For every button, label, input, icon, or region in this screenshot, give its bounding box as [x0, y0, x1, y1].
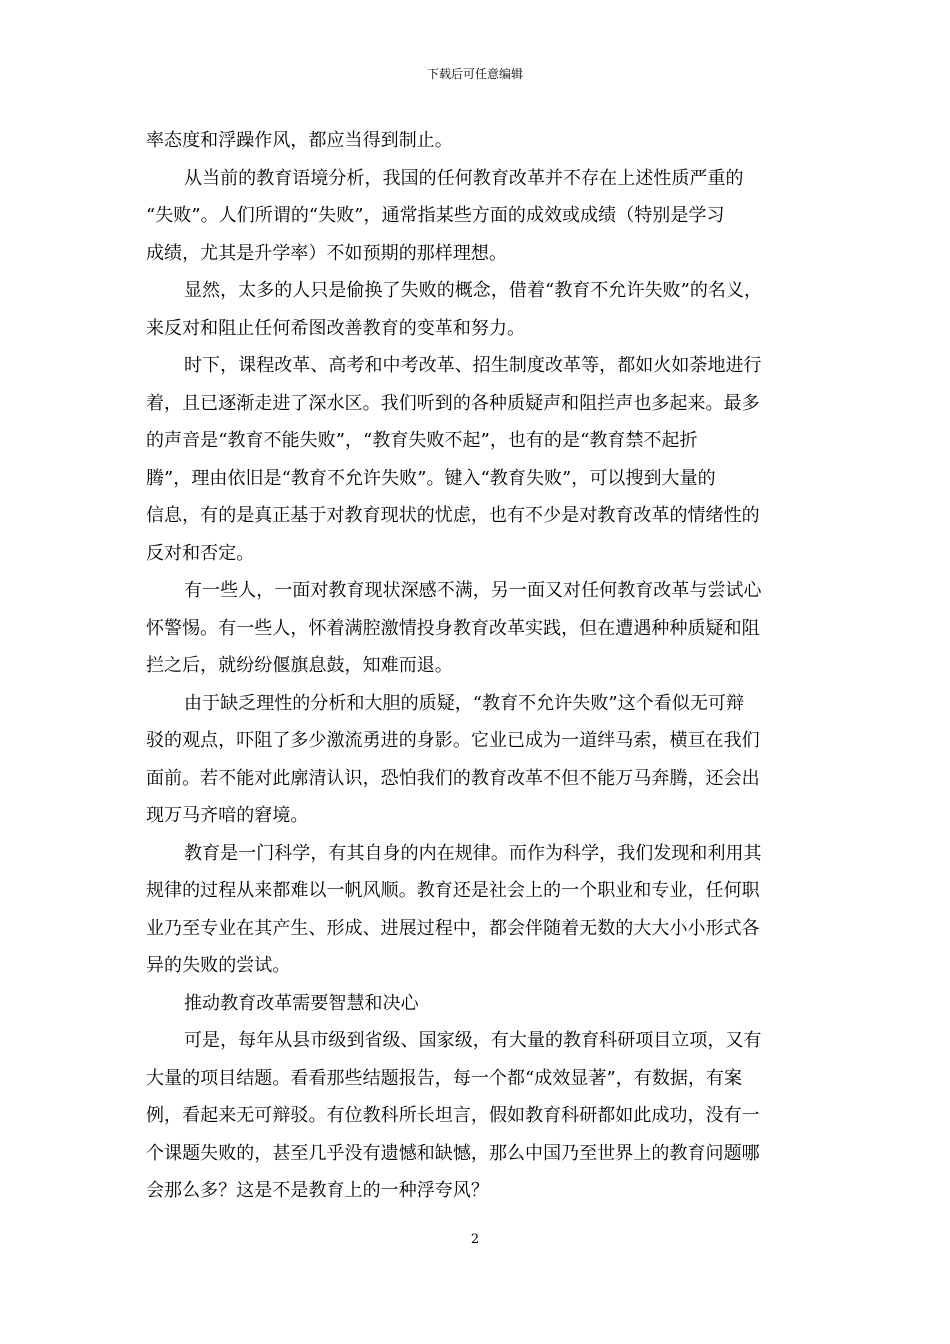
text-line: 教育是一门科学，有其自身的内在规律。而作为科学，我们发现和利用其: [184, 842, 762, 864]
text-line: 腾”，理由依旧是“教育不允许失败”。键入“教育失败”，可以搜到大量的: [146, 467, 716, 489]
text-line: 异的失败的尝试。: [146, 955, 291, 976]
section-heading: 推动教育改革需要智慧和决心: [184, 992, 419, 1014]
text-line: 拦之后，就纷纷偃旗息鼓，知难而退。: [146, 655, 453, 676]
text-line: 由于缺乏理性的分析和大胆的质疑，“教育不允许失败”这个看似无可辩: [184, 692, 745, 714]
text-line: 着，且已逐渐走进了深水区。我们听到的各种质疑声和阻拦声也多起来。最多: [146, 392, 760, 414]
text-line: 业乃至专业在其产生、形成、进展过程中，都会伴随着无数的大大小小形式各: [146, 917, 760, 939]
text-line: 会那么多？这是不是教育上的一种浮夸风？: [146, 1180, 489, 1201]
text-line: 显然，太多的人只是偷换了失败的概念，借着“教育不允许失败”的名义，: [184, 280, 763, 301]
text-line: 怀警惕。有一些人，怀着满腔激情投身教育改革实践，但在遭遇种种质疑和阻: [146, 617, 760, 639]
text-line: 可是，每年从县市级到省级、国家级，有大量的教育科研项目立项，又有: [184, 1030, 762, 1051]
text-line: 率态度和浮躁作风，都应当得到制止。: [146, 130, 453, 151]
text-line: 大量的项目结题。看看那些结题报告，每一个都“成效显著”，有数据，有案: [146, 1067, 743, 1089]
text-line: 成绩，尤其是升学率）不如预期的那样理想。: [146, 242, 507, 264]
text-line: 有一些人，一面对教育现状深感不满，另一面又对任何教育改革与尝试心: [184, 580, 762, 601]
text-line: “失败”。人们所谓的“失败”，通常指某些方面的成效或成绩（特别是学习: [146, 205, 725, 226]
page-header: 下载后可任意编辑: [426, 67, 523, 81]
text-line: 的声音是“教育不能失败”，“教育失败不起”，也有的是“教育禁不起折: [146, 430, 698, 451]
text-line: 现万马齐喑的窘境。: [146, 805, 309, 826]
text-line: 规律的过程从来都难以一帆风顺。教育还是社会上的一个职业和专业，任何职: [146, 880, 760, 901]
text-line: 个课题失败的，甚至几乎没有遗憾和缺憾，那么中国乃至世界上的教育问题哪: [146, 1142, 760, 1164]
text-line: 信息，有的是真正基于对教育现状的忧虑，也有不少是对教育改革的情绪性的: [146, 505, 760, 526]
text-line: 来反对和阻止任何希图改善教育的变革和努力。: [146, 317, 526, 339]
document-body: [146, 122, 806, 1210]
text-line: 驳的观点，吓阻了多少激流勇进的身影。它业已成为一道绊马索，横亘在我们: [146, 730, 760, 751]
text-line: 反对和否定。: [146, 542, 255, 564]
text-line: 从当前的教育语境分析，我国的任何教育改革并不存在上述性质严重的: [184, 167, 744, 189]
page-number: 2: [470, 1232, 480, 1247]
text-line: 面前。若不能对此廓清认识，恐怕我们的教育改革不但不能万马奔腾，还会出: [146, 767, 760, 789]
text-line: 时下，课程改革、高考和中考改革、招生制度改革等，都如火如荼地进行: [184, 355, 762, 376]
text-line: 例，看起来无可辩驳。有位教科所长坦言，假如教育科研都如此成功，没有一: [146, 1105, 760, 1126]
